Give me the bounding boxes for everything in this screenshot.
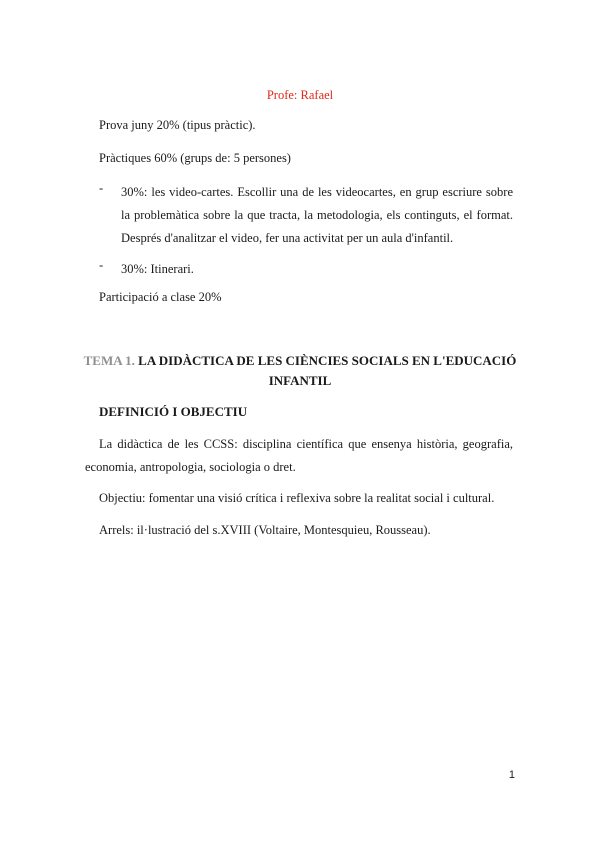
tema-number: TEMA 1. xyxy=(83,353,135,368)
definition-paragraph xyxy=(85,433,513,479)
bullet-text: 30%: les video-cartes. Escollir una de les videocartes, en grup escriure sobre la problemàtica sobre la que tracta, la metodologia, els continguts, el format. Després d'analitzar el video, fer una activitat per un aula d'infantil. xyxy=(121,185,513,245)
practicals-weight: Pràctiques 60% (grups de: 5 persones) xyxy=(99,151,291,165)
objective-text: Objectiu: fomentar una visió crítica i reflexiva sobre la realitat social i cultural. xyxy=(99,491,495,505)
page-number: 1 xyxy=(508,769,515,781)
exam-weight: Prova juny 20% (tipus pràctic). xyxy=(99,118,256,132)
bullet-dash: - xyxy=(99,258,104,272)
bullet-text: 30%: Itinerari. xyxy=(121,262,194,276)
definition-text: La didàctica de les CCSS: disciplina científica que ensenya història, geografia, economia, antropologia, sociologia o dret. xyxy=(85,437,513,474)
tema-title-line2: INFANTIL xyxy=(268,373,332,388)
teacher-name: Profe: Rafael xyxy=(266,88,334,102)
bullet-dash: - xyxy=(99,181,104,195)
roots-text: Arrels: il·lustració del s.XVIII (Voltaire, Montesquieu, Rousseau). xyxy=(99,523,431,537)
objective-paragraph xyxy=(85,487,513,510)
subsection-heading: DEFINICIÓ I OBJECTIU xyxy=(99,404,248,419)
tema-title-line1: LA DIDÀCTICA DE LES CIÈNCIES SOCIALS EN L'EDUCACIÓ xyxy=(138,353,517,368)
section-title xyxy=(0,351,600,391)
participation-weight: Participació a clase 20% xyxy=(99,290,222,304)
roots-paragraph xyxy=(85,519,513,542)
